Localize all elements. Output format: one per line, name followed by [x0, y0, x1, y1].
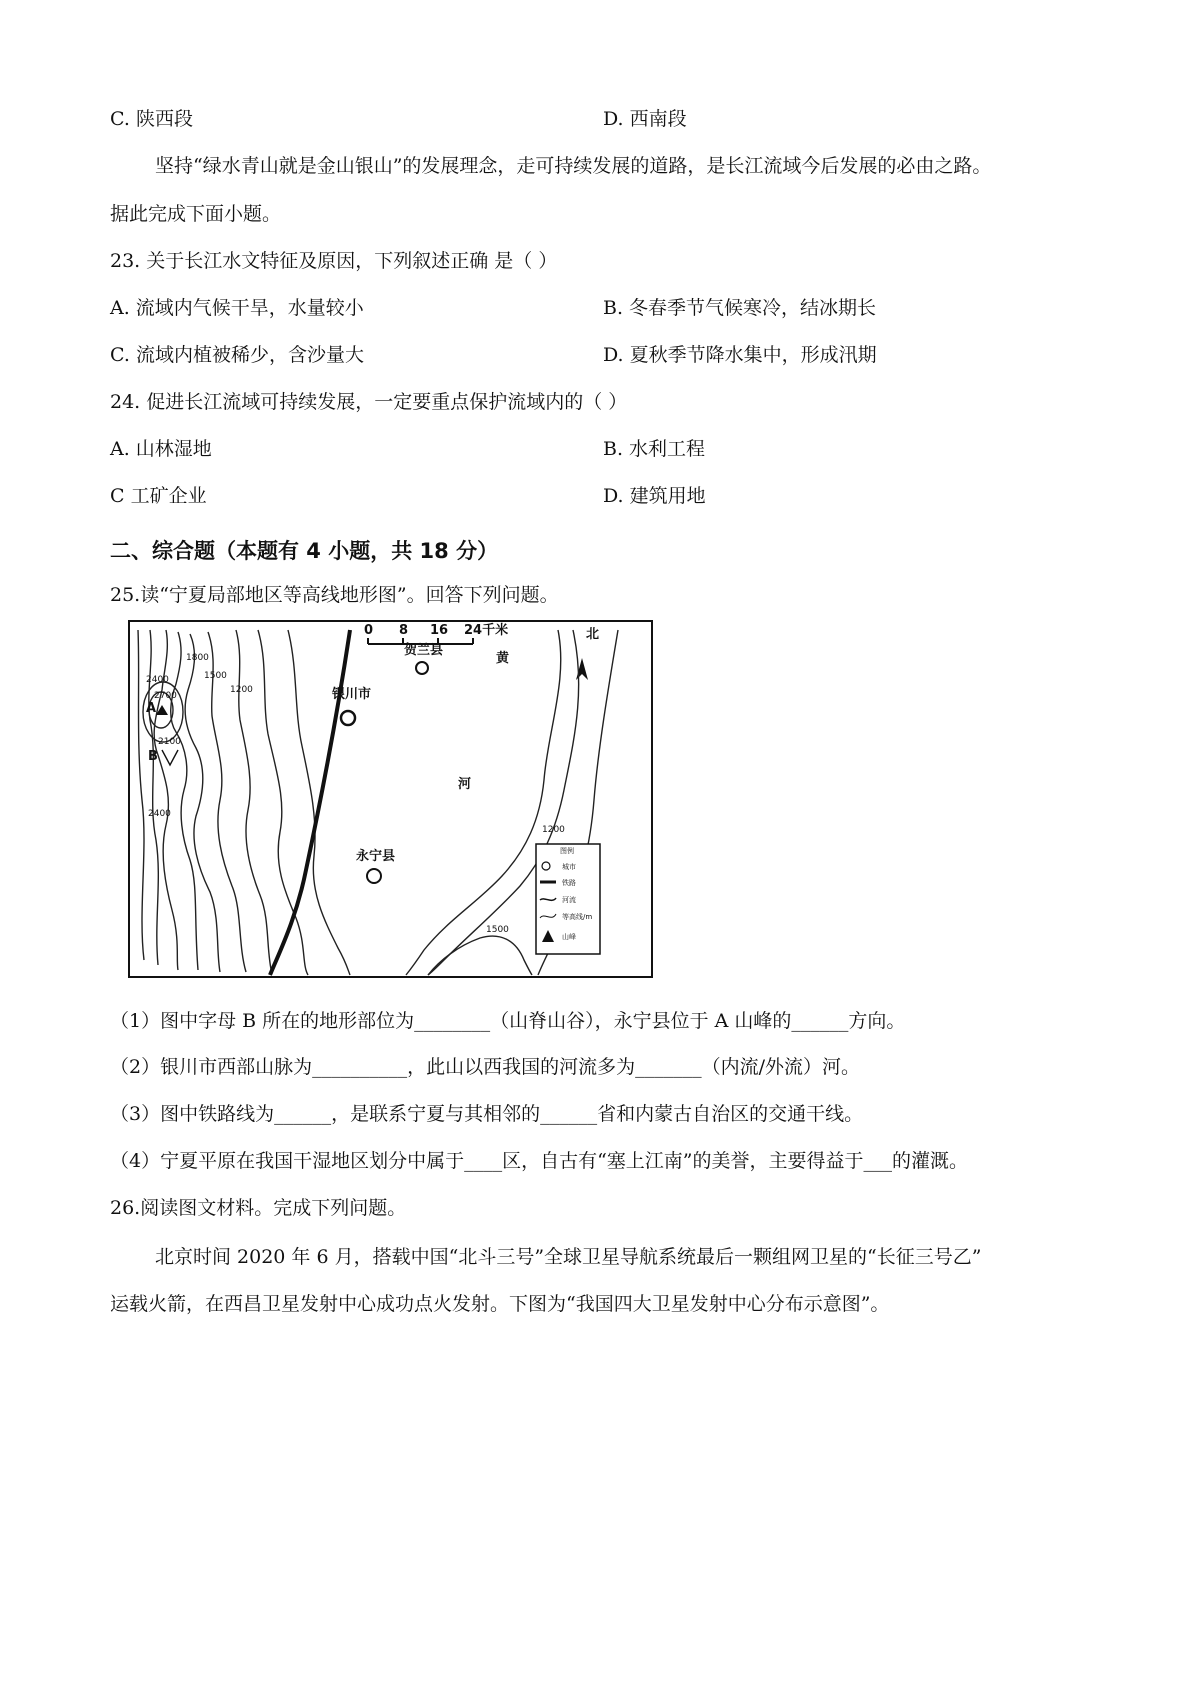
q26-para-line-2: 运载火箭，在西昌卫星发射中心成功点火发射。下图为“我国四大卫星发射中心分布示意图”。	[110, 1293, 890, 1315]
contour-label-1200-east: 1200	[542, 825, 565, 835]
q25-sub3: （3）图中铁路线为______，是联系宁夏与其相邻的______省和内蒙古自治区的交通干线。	[110, 1103, 864, 1125]
q23-option-d: D. 夏秋季节降水集中，形成汛期	[603, 344, 877, 366]
q24-option-c: C 工矿企业	[110, 485, 207, 507]
yongning-label: 永宁县	[356, 849, 396, 864]
helan-label: 贺兰县	[404, 643, 444, 658]
contour-label-2400-top: 2400	[146, 675, 169, 685]
legend-contour: 等高线/m	[562, 913, 593, 921]
contour-label-1500-east: 1500	[486, 925, 509, 935]
q24-option-b: B. 水利工程	[603, 438, 706, 460]
contour-map	[128, 620, 653, 978]
contour-label-1800: 1800	[186, 653, 209, 663]
q24-stem: 24. 促进长江流域可持续发展，一定要重点保护流域内的（ ）	[110, 391, 628, 413]
scale-tick-24: 24千米	[464, 623, 509, 638]
q24-option-a: A. 山林湿地	[110, 438, 212, 460]
q23-option-c: C. 流域内植被稀少，含沙量大	[110, 344, 364, 366]
point-a-label: A	[146, 701, 157, 716]
option-d-prev: D. 西南段	[603, 108, 687, 130]
point-b-label: B	[148, 749, 158, 764]
contour-label-1500: 1500	[204, 671, 227, 681]
q26-para-line-1: 北京时间 2020 年 6 月，搭载中国“北斗三号”全球卫星导航系统最后一颗组网卫星的“长征三号乙”	[155, 1246, 982, 1268]
legend-river: 河流	[562, 896, 576, 904]
q23-option-b: B. 冬春季节气候寒冷，结冰期长	[603, 297, 877, 319]
legend-city: 城市	[562, 863, 576, 871]
intro-line-2: 据此完成下面小题。	[110, 203, 282, 225]
q25-sub4: （4）宁夏平原在我国干湿地区划分中属于____区，自古有“塞上江南”的美誉，主要得益于___的灌溉。	[110, 1150, 969, 1172]
river-label-huang: 黄	[496, 651, 510, 666]
legend-railway: 铁路	[562, 879, 576, 887]
section-heading: 二、综合题（本题有 4 小题，共 18 分）	[110, 539, 499, 563]
q25-stem: 25.读“宁夏局部地区等高线地形图”。回答下列问题。	[110, 584, 559, 606]
north-label: 北	[586, 627, 600, 642]
river-label-he: 河	[458, 777, 472, 792]
scale-tick-8: 8	[399, 623, 409, 638]
q26-stem: 26.阅读图文材料。完成下列问题。	[110, 1197, 407, 1219]
yinchuan-label: 银川市	[332, 687, 372, 702]
contour-label-2700: 2700	[154, 691, 177, 701]
q23-option-a: A. 流域内气候干旱，水量较小	[110, 297, 364, 319]
contour-label-1200: 1200	[230, 685, 253, 695]
legend-title: 图例	[560, 847, 574, 855]
q23-stem: 23. 关于长江水文特征及原因，下列叙述正确 是（ ）	[110, 250, 558, 272]
legend-peak: 山峰	[562, 933, 576, 941]
q24-option-d: D. 建筑用地	[603, 485, 706, 507]
q25-sub2: （2）银川市西部山脉为__________，此山以西我国的河流多为_______（内流/外流）河。	[110, 1056, 860, 1078]
contour-label-2400-bottom: 2400	[148, 809, 171, 819]
q25-sub1: （1）图中字母 B 所在的地形部位为________（山脊山谷），永宁县位于 A 山峰的______方向。	[110, 1010, 906, 1032]
intro-line-1: 坚持“绿水青山就是金山银山”的发展理念，走可持续发展的道路，是长江流域今后发展的必由之路。	[155, 155, 992, 177]
option-c-prev: C. 陕西段	[110, 108, 193, 130]
scale-tick-16: 16	[430, 623, 449, 638]
contour-label-2100: 2100	[158, 737, 181, 747]
scale-tick-0: 0	[364, 623, 374, 638]
map-legend	[536, 844, 600, 954]
